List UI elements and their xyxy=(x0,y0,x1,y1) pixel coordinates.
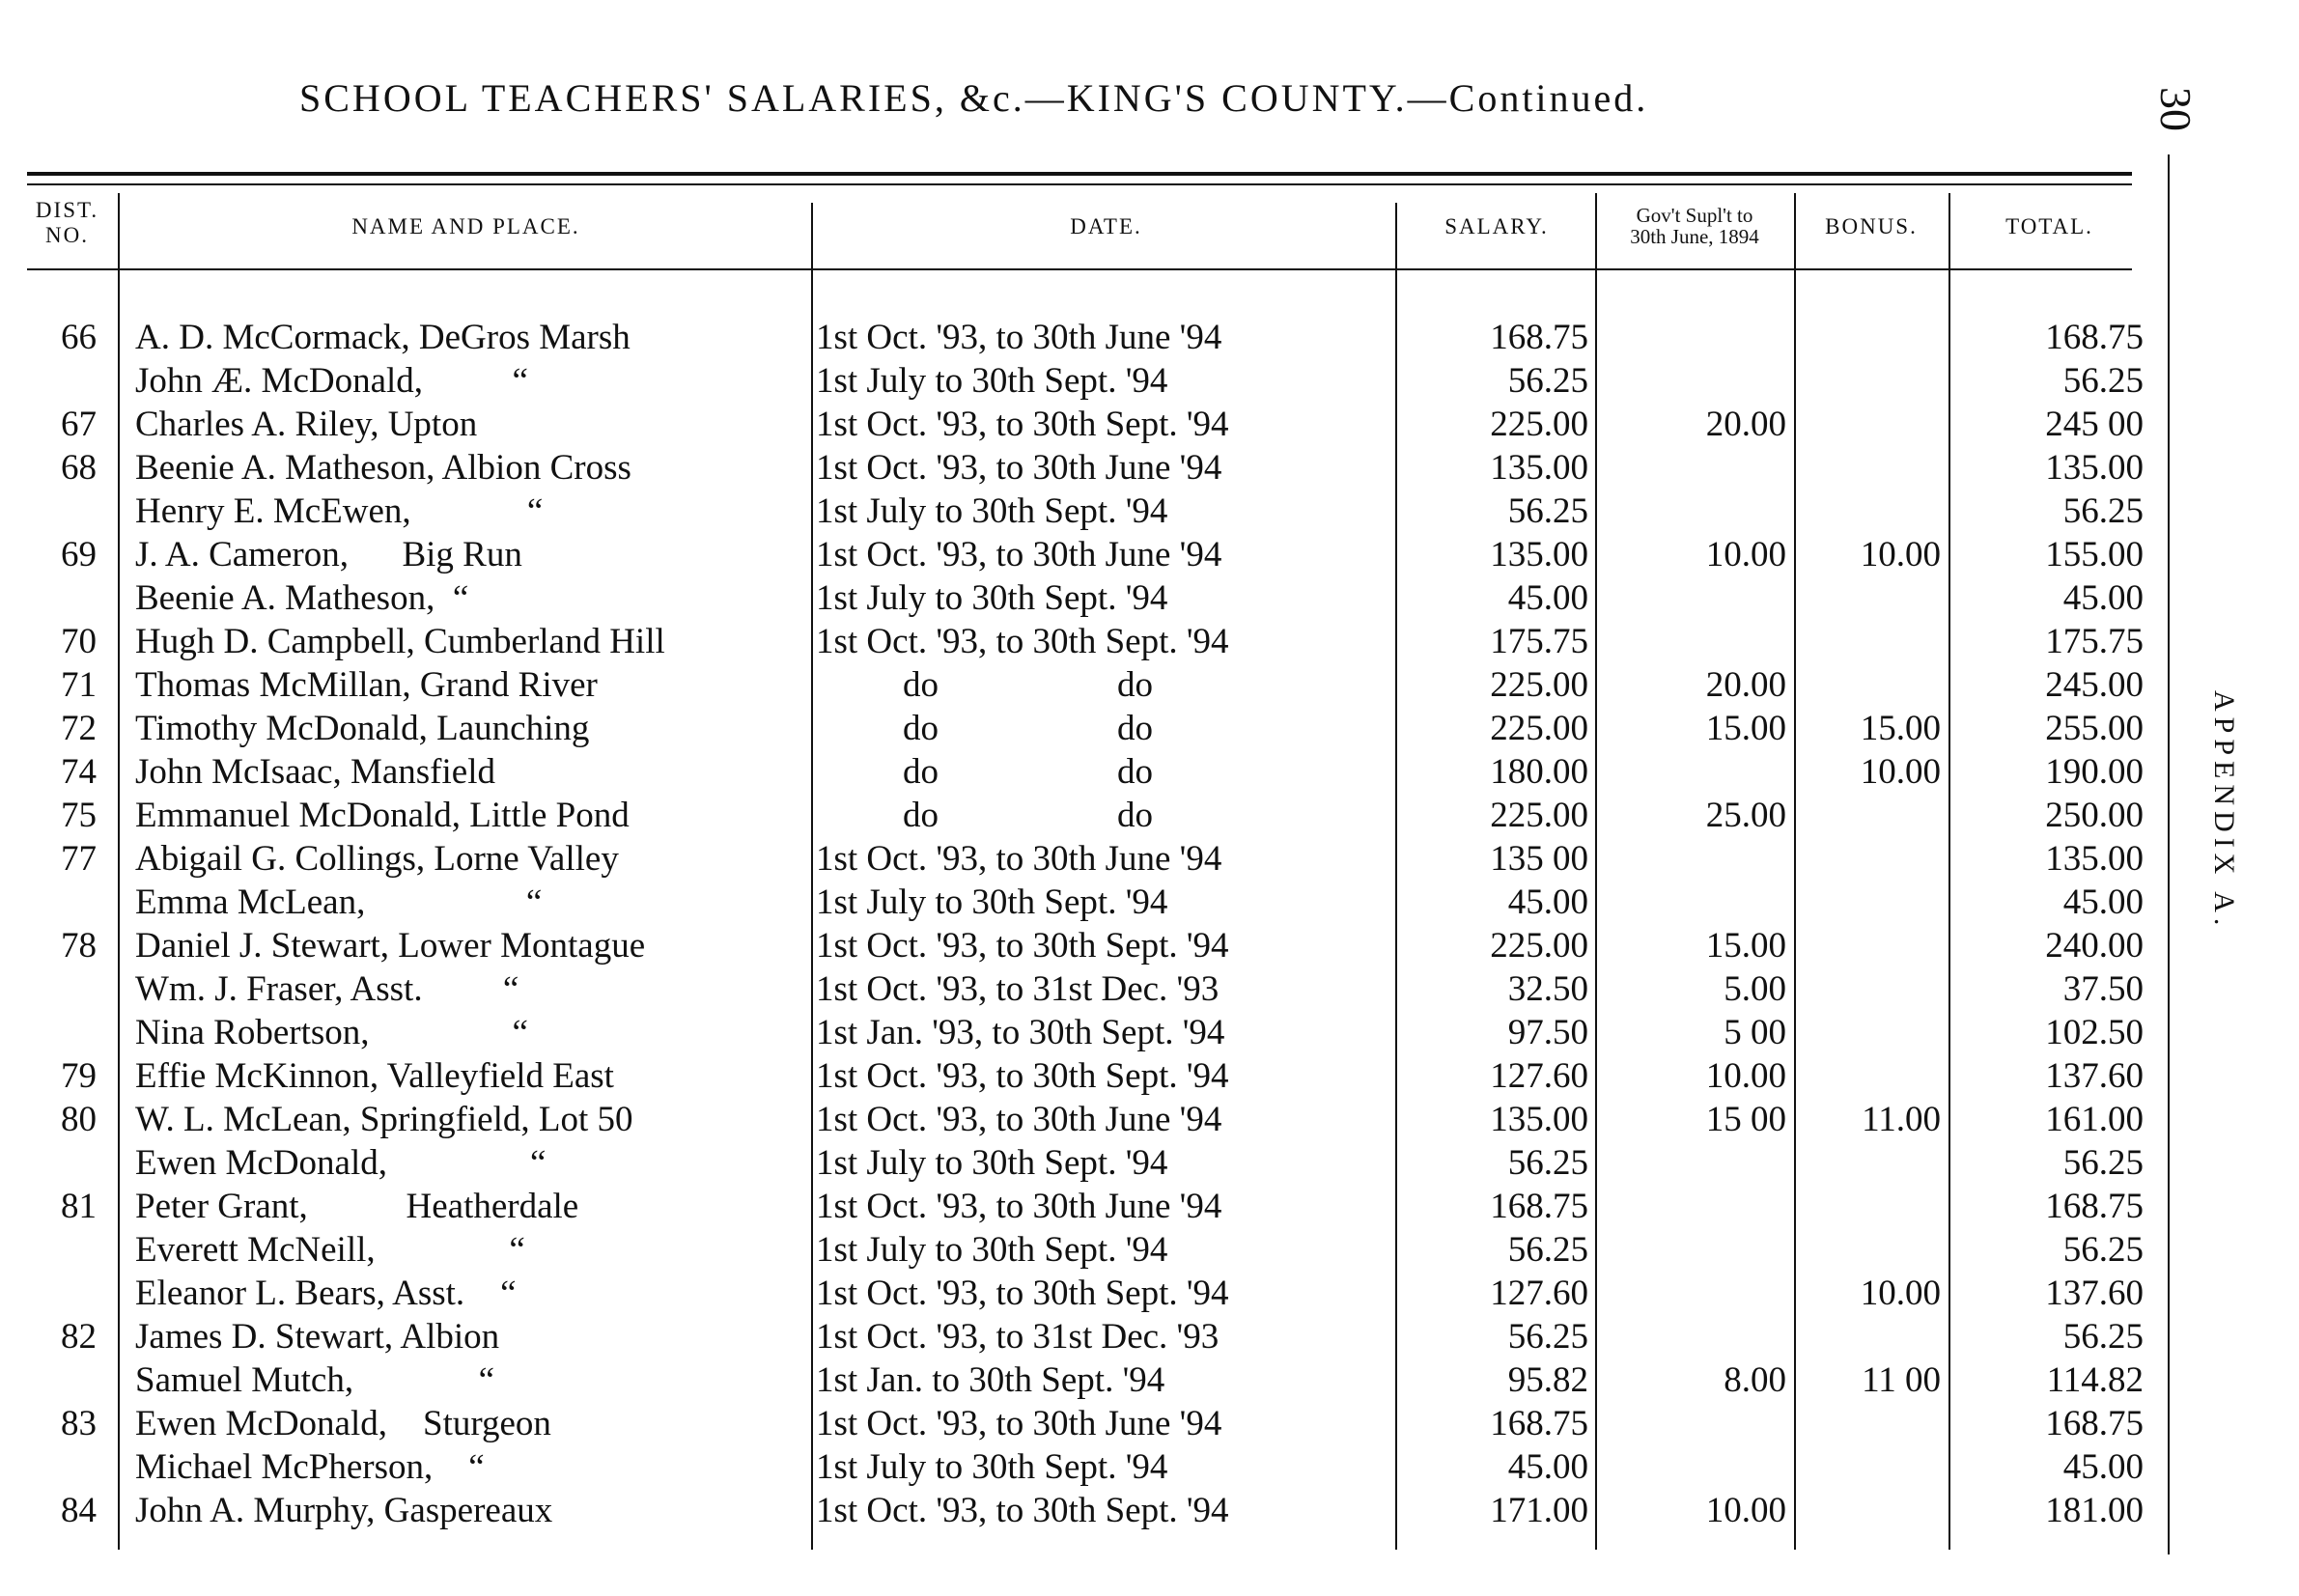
cell-salary: 45.00 xyxy=(1507,578,1588,618)
cell-dist: 83 xyxy=(61,1404,97,1443)
cell-dist: 82 xyxy=(61,1317,97,1357)
cell-date: 1st Oct. '93, to 30th Sept. '94 xyxy=(816,1491,1229,1530)
cell-salary: 56.25 xyxy=(1507,1230,1588,1270)
cell-bonus: 10.00 xyxy=(1860,752,1941,792)
cell-total: 255.00 xyxy=(2045,709,2144,748)
header-bottom-rule xyxy=(27,268,2132,270)
cell-name-place: Emmanuel McDonald, Little Pond xyxy=(135,796,630,835)
table-row xyxy=(0,576,2163,620)
cell-total: 168.75 xyxy=(2045,318,2144,357)
cell-gov-suplt: 5 00 xyxy=(1724,1013,1786,1052)
header-gov-line1: Gov't Supl't to xyxy=(1636,204,1753,227)
table-row xyxy=(0,1011,2163,1054)
cell-total: 56.25 xyxy=(2062,361,2144,401)
cell-gov-suplt: 8.00 xyxy=(1724,1360,1786,1400)
header-total: TOTAL. xyxy=(2005,214,2093,238)
cell-salary: 32.50 xyxy=(1507,969,1588,1009)
cell-date: 1st Oct. '93, to 30th Sept. '94 xyxy=(816,405,1229,444)
header-dist-line1: DIST. xyxy=(35,198,99,222)
cell-gov-suplt: 15.00 xyxy=(1705,926,1786,966)
cell-salary: 225.00 xyxy=(1490,405,1588,444)
cell-salary: 168.75 xyxy=(1490,318,1588,357)
cell-name-place: Effie McKinnon, Valleyfield East xyxy=(135,1056,614,1096)
table-row xyxy=(0,403,2163,446)
cell-salary: 127.60 xyxy=(1490,1274,1588,1313)
table-row xyxy=(0,1098,2163,1141)
cell-gov-suplt: 5.00 xyxy=(1724,969,1786,1009)
cell-name-place: Nina Robertson, “ xyxy=(135,1013,528,1052)
cell-total: 56.25 xyxy=(2062,1143,2144,1183)
header-gov-suplt xyxy=(1597,205,1792,247)
table-row xyxy=(0,446,2163,490)
cell-salary: 97.50 xyxy=(1507,1013,1588,1052)
table-row xyxy=(0,316,2163,359)
cell-date: 1st Oct. '93, to 30th Sept. '94 xyxy=(816,1274,1229,1313)
header-bonus: BONUS. xyxy=(1825,214,1918,238)
cell-salary: 168.75 xyxy=(1490,1187,1588,1226)
cell-salary: 56.25 xyxy=(1507,361,1588,401)
cell-date: do do xyxy=(903,709,1153,748)
cell-dist: 68 xyxy=(61,448,97,488)
cell-name-place: Abigail G. Collings, Lorne Valley xyxy=(135,839,619,879)
cell-date: 1st Oct. '93, to 31st Dec. '93 xyxy=(816,1317,1220,1357)
cell-total: 135.00 xyxy=(2045,839,2144,879)
cell-name-place: John A. Murphy, Gaspereaux xyxy=(135,1491,553,1530)
cell-salary: 225.00 xyxy=(1490,796,1588,835)
cell-bonus: 15.00 xyxy=(1860,709,1941,748)
cell-total: 137.60 xyxy=(2045,1274,2144,1313)
cell-dist: 74 xyxy=(61,752,97,792)
cell-total: 240.00 xyxy=(2045,926,2144,966)
cell-salary: 135.00 xyxy=(1490,535,1588,574)
cell-total: 190.00 xyxy=(2045,752,2144,792)
header-name-place: NAME AND PLACE. xyxy=(351,214,580,238)
cell-total: 56.25 xyxy=(2062,491,2144,531)
table-row xyxy=(0,490,2163,533)
cell-gov-suplt: 15 00 xyxy=(1705,1100,1786,1139)
cell-bonus: 10.00 xyxy=(1860,1274,1941,1313)
cell-name-place: Wm. J. Fraser, Asst. “ xyxy=(135,969,519,1009)
right-border-line xyxy=(2168,154,2170,1554)
cell-gov-suplt: 10.00 xyxy=(1705,1056,1786,1096)
cell-total: 102.50 xyxy=(2045,1013,2144,1052)
cell-salary: 175.75 xyxy=(1490,622,1588,661)
cell-salary: 127.60 xyxy=(1490,1056,1588,1096)
cell-gov-suplt: 10.00 xyxy=(1705,535,1786,574)
cell-date: do do xyxy=(903,752,1153,792)
cell-salary: 180.00 xyxy=(1490,752,1588,792)
cell-gov-suplt: 10.00 xyxy=(1705,1491,1786,1530)
table-row xyxy=(0,1141,2163,1185)
cell-name-place: John Æ. McDonald, “ xyxy=(135,361,528,401)
page-number: 30 xyxy=(2151,87,2201,131)
table-row xyxy=(0,707,2163,750)
cell-date: 1st Oct. '93, to 30th June '94 xyxy=(816,839,1222,879)
table-row xyxy=(0,1272,2163,1315)
cell-date: 1st July to 30th Sept. '94 xyxy=(816,1230,1168,1270)
cell-dist: 78 xyxy=(61,926,97,966)
table-row xyxy=(0,1402,2163,1445)
cell-date: 1st July to 30th Sept. '94 xyxy=(816,1447,1168,1487)
cell-salary: 225.00 xyxy=(1490,926,1588,966)
cell-total: 181.00 xyxy=(2045,1491,2144,1530)
cell-date: 1st July to 30th Sept. '94 xyxy=(816,1143,1168,1183)
cell-salary: 135.00 xyxy=(1490,1100,1588,1139)
page-title: SCHOOL TEACHERS' SALARIES, &c.—KING'S COUNTY.—Continued. xyxy=(299,76,1649,120)
cell-dist: 66 xyxy=(61,318,97,357)
cell-gov-suplt: 25.00 xyxy=(1705,796,1786,835)
cell-date: do do xyxy=(903,796,1153,835)
cell-dist: 81 xyxy=(61,1187,97,1226)
cell-salary: 135 00 xyxy=(1490,839,1588,879)
cell-name-place: Ewen McDonald, “ xyxy=(135,1143,547,1183)
cell-date: 1st Oct. '93, to 30th June '94 xyxy=(816,318,1222,357)
table-row xyxy=(0,881,2163,924)
cell-date: 1st Oct. '93, to 30th June '94 xyxy=(816,535,1222,574)
header-dist-line2: NO. xyxy=(45,223,89,247)
cell-dist: 67 xyxy=(61,405,97,444)
cell-salary: 225.00 xyxy=(1490,709,1588,748)
cell-date: 1st Oct. '93, to 30th June '94 xyxy=(816,448,1222,488)
cell-name-place: Eleanor L. Bears, Asst. “ xyxy=(135,1274,517,1313)
table-row xyxy=(0,359,2163,403)
cell-total: 45.00 xyxy=(2062,578,2144,618)
table-row xyxy=(0,1489,2163,1532)
cell-salary: 45.00 xyxy=(1507,1447,1588,1487)
header-gov-line2: 30th June, 1894 xyxy=(1630,225,1759,248)
table-row xyxy=(0,1228,2163,1272)
table-row xyxy=(0,663,2163,707)
cell-name-place: J. A. Cameron, Big Run xyxy=(135,535,522,574)
cell-date: 1st Oct. '93, to 30th June '94 xyxy=(816,1100,1222,1139)
cell-name-place: James D. Stewart, Albion xyxy=(135,1317,500,1357)
cell-name-place: John McIsaac, Mansfield xyxy=(135,752,495,792)
table-row xyxy=(0,1315,2163,1358)
cell-name-place: W. L. McLean, Springfield, Lot 50 xyxy=(135,1100,633,1139)
cell-total: 161.00 xyxy=(2045,1100,2144,1139)
cell-total: 245.00 xyxy=(2045,665,2144,705)
cell-gov-suplt: 15.00 xyxy=(1705,709,1786,748)
cell-date: 1st July to 30th Sept. '94 xyxy=(816,361,1168,401)
cell-name-place: Ewen McDonald, Sturgeon xyxy=(135,1404,551,1443)
top-rule-thin xyxy=(27,183,2132,185)
cell-total: 245 00 xyxy=(2045,405,2144,444)
cell-dist: 75 xyxy=(61,796,97,835)
cell-dist: 69 xyxy=(61,535,97,574)
cell-date: 1st Oct. '93, to 31st Dec. '93 xyxy=(816,969,1220,1009)
cell-name-place: Daniel J. Stewart, Lower Montague xyxy=(135,926,646,966)
cell-total: 45.00 xyxy=(2062,1447,2144,1487)
cell-date: 1st Oct. '93, to 30th Sept. '94 xyxy=(816,1056,1229,1096)
table-row xyxy=(0,1445,2163,1489)
cell-date: 1st July to 30th Sept. '94 xyxy=(816,882,1168,922)
cell-date: 1st Oct. '93, to 30th June '94 xyxy=(816,1187,1222,1226)
table-row xyxy=(0,750,2163,794)
cell-total: 56.25 xyxy=(2062,1230,2144,1270)
cell-total: 45.00 xyxy=(2062,882,2144,922)
top-rule-thick xyxy=(27,172,2132,176)
table-row xyxy=(0,533,2163,576)
cell-gov-suplt: 20.00 xyxy=(1705,665,1786,705)
cell-name-place: Samuel Mutch, “ xyxy=(135,1360,495,1400)
cell-name-place: Timothy McDonald, Launching xyxy=(135,709,590,748)
cell-dist: 79 xyxy=(61,1056,97,1096)
cell-salary: 225.00 xyxy=(1490,665,1588,705)
appendix-label: APPENDIX A. xyxy=(2208,690,2240,932)
cell-salary: 168.75 xyxy=(1490,1404,1588,1443)
cell-name-place: Peter Grant, Heatherdale xyxy=(135,1187,579,1226)
cell-total: 168.75 xyxy=(2045,1187,2144,1226)
cell-bonus: 11.00 xyxy=(1862,1100,1941,1139)
cell-date: 1st July to 30th Sept. '94 xyxy=(816,491,1168,531)
cell-name-place: Hugh D. Campbell, Cumberland Hill xyxy=(135,622,665,661)
cell-name-place: Emma McLean, “ xyxy=(135,882,543,922)
cell-bonus: 11 00 xyxy=(1862,1360,1941,1400)
table-row xyxy=(0,1054,2163,1098)
cell-total: 56.25 xyxy=(2062,1317,2144,1357)
cell-salary: 171.00 xyxy=(1490,1491,1588,1530)
cell-name-place: Henry E. McEwen, “ xyxy=(135,491,544,531)
cell-salary: 56.25 xyxy=(1507,1143,1588,1183)
cell-date: 1st Oct. '93, to 30th June '94 xyxy=(816,1404,1222,1443)
cell-dist: 77 xyxy=(61,839,97,879)
cell-total: 135.00 xyxy=(2045,448,2144,488)
cell-dist: 71 xyxy=(61,665,97,705)
cell-date: 1st Oct. '93, to 30th Sept. '94 xyxy=(816,926,1229,966)
cell-salary: 56.25 xyxy=(1507,1317,1588,1357)
cell-name-place: Thomas McMillan, Grand River xyxy=(135,665,598,705)
table-row xyxy=(0,837,2163,881)
cell-total: 250.00 xyxy=(2045,796,2144,835)
cell-salary: 56.25 xyxy=(1507,491,1588,531)
header-dist xyxy=(21,198,113,248)
cell-bonus: 10.00 xyxy=(1860,535,1941,574)
header-date: DATE. xyxy=(1070,214,1142,238)
cell-dist: 72 xyxy=(61,709,97,748)
cell-gov-suplt: 20.00 xyxy=(1705,405,1786,444)
cell-name-place: A. D. McCormack, DeGros Marsh xyxy=(135,318,631,357)
cell-name-place: Michael McPherson, “ xyxy=(135,1447,485,1487)
cell-date: 1st Jan. to 30th Sept. '94 xyxy=(816,1360,1165,1400)
cell-salary: 45.00 xyxy=(1507,882,1588,922)
cell-total: 168.75 xyxy=(2045,1404,2144,1443)
cell-total: 114.82 xyxy=(2046,1360,2144,1400)
cell-dist: 84 xyxy=(61,1491,97,1530)
cell-total: 137.60 xyxy=(2045,1056,2144,1096)
table-row xyxy=(0,620,2163,663)
table-row xyxy=(0,924,2163,967)
cell-name-place: Beenie A. Matheson, “ xyxy=(135,578,469,618)
cell-dist: 80 xyxy=(61,1100,97,1139)
cell-date: do do xyxy=(903,665,1153,705)
cell-salary: 95.82 xyxy=(1507,1360,1588,1400)
table-row xyxy=(0,794,2163,837)
cell-name-place: Beenie A. Matheson, Albion Cross xyxy=(135,448,631,488)
header-salary: SALARY. xyxy=(1444,214,1549,238)
cell-total: 37.50 xyxy=(2062,969,2144,1009)
cell-total: 155.00 xyxy=(2045,535,2144,574)
table-row xyxy=(0,1358,2163,1402)
cell-date: 1st July to 30th Sept. '94 xyxy=(816,578,1168,618)
cell-name-place: Charles A. Riley, Upton xyxy=(135,405,478,444)
cell-name-place: Everett McNeill, “ xyxy=(135,1230,525,1270)
cell-date: 1st Oct. '93, to 30th Sept. '94 xyxy=(816,622,1229,661)
cell-salary: 135.00 xyxy=(1490,448,1588,488)
table-row xyxy=(0,967,2163,1011)
cell-dist: 70 xyxy=(61,622,97,661)
cell-date: 1st Jan. '93, to 30th Sept. '94 xyxy=(816,1013,1225,1052)
cell-total: 175.75 xyxy=(2045,622,2144,661)
table-row xyxy=(0,1185,2163,1228)
